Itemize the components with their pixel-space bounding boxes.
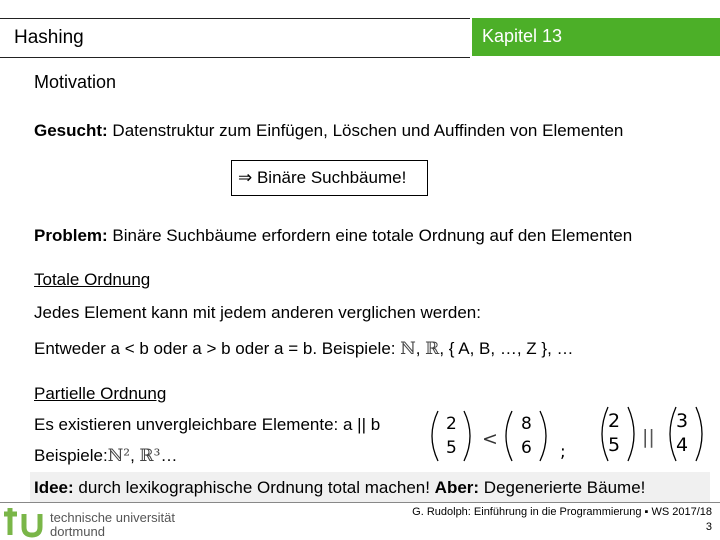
footer-credit	[412, 505, 712, 535]
chapter-label: Kapitel 13	[482, 26, 563, 46]
problem-label: Problem:	[34, 226, 108, 245]
set-n2: ℕ²	[107, 446, 131, 466]
header-title-bar	[0, 18, 470, 58]
totale-sep: ,	[415, 339, 426, 358]
vec2-bottom: 6	[521, 438, 532, 458]
less-than: <	[482, 428, 498, 450]
set-naturals: ℕ	[400, 339, 416, 359]
comma: ,	[130, 446, 135, 465]
set-r3: ℝ³	[139, 446, 161, 466]
vec1-bottom: 5	[446, 438, 457, 458]
ellipsis: …	[160, 446, 178, 465]
aber-label: Aber:	[434, 478, 480, 497]
problem-line	[34, 226, 632, 246]
semicolon: ;	[560, 442, 566, 462]
slide-header	[0, 18, 720, 56]
vec1-top: 2	[446, 414, 457, 434]
gesucht-label: Gesucht:	[34, 121, 108, 140]
implies-arrow: ⇒	[238, 168, 253, 187]
conclusion-text: Binäre Suchbäume!	[252, 168, 407, 187]
partielle-line1: Es existieren unvergleichbare Elemente: a || b	[34, 415, 381, 434]
vec4-bottom: 4	[676, 434, 689, 456]
gesucht-line	[34, 121, 623, 141]
vec3-top: 2	[608, 410, 621, 432]
totale-heading: Totale Ordnung	[34, 270, 151, 289]
section-title: Motivation	[34, 72, 117, 92]
slide-title: Hashing	[14, 27, 84, 48]
totale-line2-post: , { A, B, …, Z }, …	[439, 339, 574, 358]
set-reals: ℝ	[425, 339, 440, 359]
gesucht-text: Datenstruktur zum Einfügen, Löschen und Auffinden von Elementen	[107, 121, 624, 140]
totale-line2-text: Entweder a < b oder a > b oder a = b. Beispiele:	[34, 339, 401, 358]
partielle-examples	[34, 446, 178, 466]
vector-examples	[424, 405, 720, 467]
partielle-heading: Partielle Ordnung	[34, 384, 167, 403]
vec2-top: 8	[521, 414, 532, 434]
logo-line2: dortmund	[50, 524, 105, 539]
beispiele-label: Beispiele:	[34, 446, 108, 465]
chapter-badge	[472, 18, 720, 56]
vec3-bottom: 5	[608, 434, 621, 456]
aber-body: Degenerierte Bäume!	[479, 478, 646, 497]
tu-dortmund-logo	[2, 505, 192, 540]
idea-label: Idee:	[34, 478, 74, 497]
conclusion-box	[231, 160, 428, 196]
tu-logo-mark	[4, 508, 40, 535]
vec4-top: 3	[676, 410, 689, 432]
idea-text	[34, 478, 645, 498]
idea-body: durch lexikographische Ordnung total machen!	[73, 478, 435, 497]
problem-text: Binäre Suchbäume erfordern eine totale Ordnung auf den Elementen	[107, 226, 633, 245]
credit-text: G. Rudolph: Einführung in die Programmierung ▪ WS 2017/18	[412, 506, 712, 518]
incomparable: ||	[642, 426, 655, 448]
footer-rule	[0, 502, 720, 503]
totale-line2	[34, 339, 574, 359]
totale-line1: Jedes Element kann mit jedem anderen verglichen werden:	[34, 303, 481, 322]
page-number: 3	[705, 521, 712, 533]
logo-line1: technische universität	[50, 510, 176, 525]
idea-bar	[30, 472, 710, 502]
